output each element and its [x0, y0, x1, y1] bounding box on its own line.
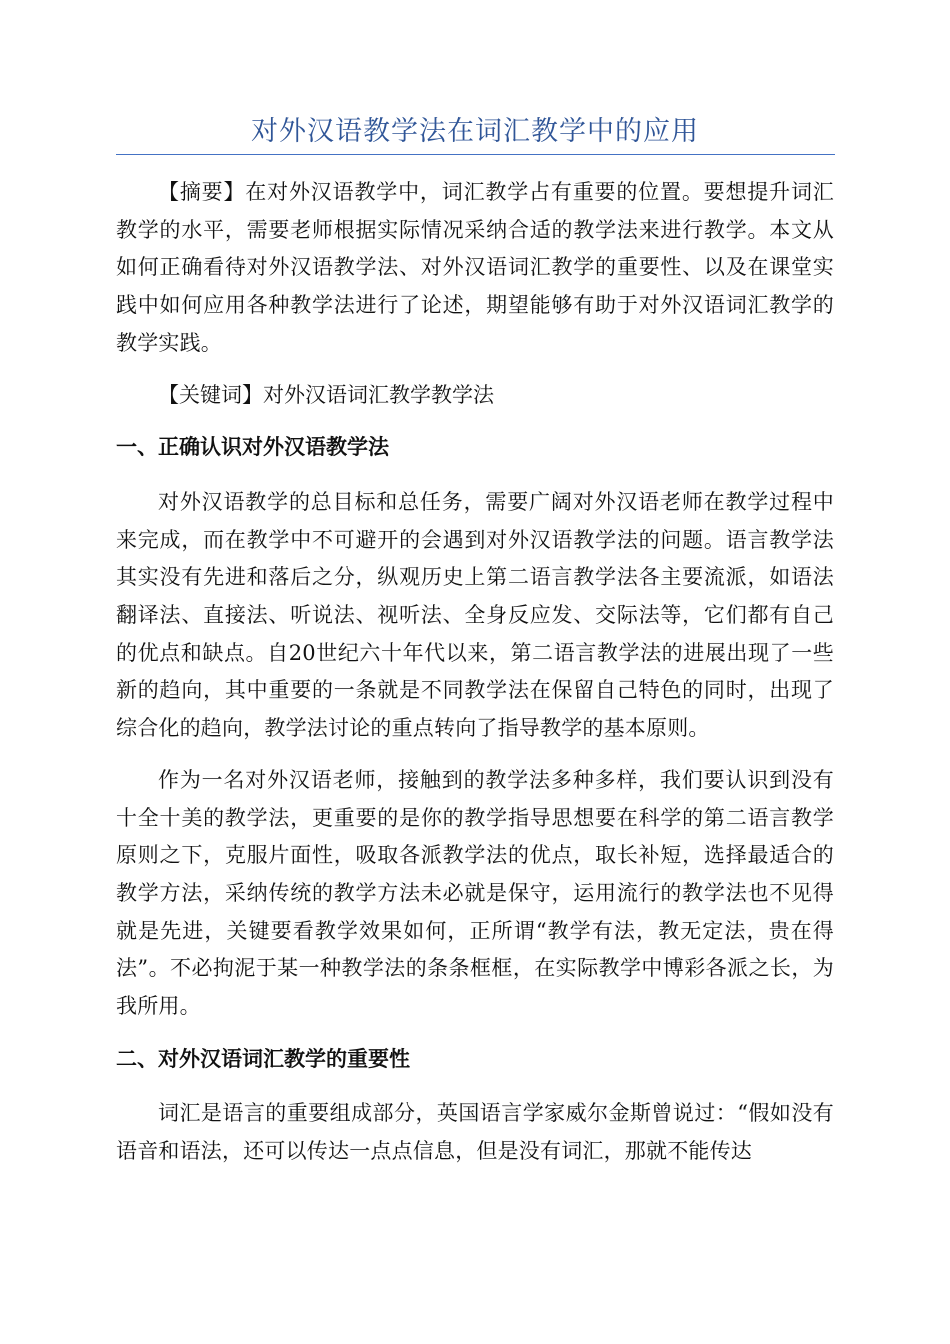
section-heading-1: 一、正确认识对外汉语教学法	[116, 434, 389, 460]
section-heading-2: 二、对外汉语词汇教学的重要性	[116, 1045, 410, 1071]
section-1-paragraph-1: 对外汉语教学的总目标和总任务，需要广阔对外汉语老师在教学过程中来完成，而在教学中不可避开的会遇到对外汉语教学法的问题。语言教学法其实没有先进和落后之分，纵观历史上第二语言教学法各主要流派，如语法翻译法、直接法、听说法、视听法、全身反应发、交际法等，它们都有自己的优点和缺点。自20世纪六十年代以来，第二语言教学法的进展出现了一些新的趋向，其中重要的一条就是不同教学法在保留自己特色的同时，出现了综合化的趋向，教学法讨论的重点转向了指导教学的基本原则。	[116, 489, 834, 741]
section-2-paragraph-1: 词汇是语言的重要组成部分，英国语言学家威尔金斯曾说过：“假如没有语音和语法，还可以传达一点点信息，但是没有词汇，那就不能传达	[116, 1101, 834, 1164]
abstract-paragraph: 【摘要】在对外汉语教学中，词汇教学占有重要的位置。要想提升词汇教学的水平，需要老师根据实际情况采纳合适的教学法来进行教学。本文从如何正确看待对外汉语教学法、对外汉语词汇教学的重要性、以及在课堂实践中如何应用各种教学法进行了论述，期望能够有助于对外汉语词汇教学的教学实践。	[116, 180, 834, 355]
keywords-line: 【关键词】对外汉语词汇教学教学法	[158, 382, 494, 407]
document-title: 对外汉语教学法在词汇教学中的应用	[251, 116, 699, 147]
title-underline	[116, 154, 835, 155]
document-body	[116, 174, 834, 1185]
section-1-paragraph-2: 作为一名对外汉语老师，接触到的教学法多种多样，我们要认识到没有十全十美的教学法，更重要的是你的教学指导思想要在科学的第二语言教学原则之下，克服片面性，吸取各派教学法的优点，取长补短，选择最适合的教学方法，采纳传统的教学方法未必就是保守，运用流行的教学法也不见得就是先进，关键要看教学效果如何，正所谓“教学有法，教无定法，贵在得法”。不必拘泥于某一种教学法的条条框框，在实际教学中博彩各派之长，为我所用。	[116, 767, 834, 1019]
